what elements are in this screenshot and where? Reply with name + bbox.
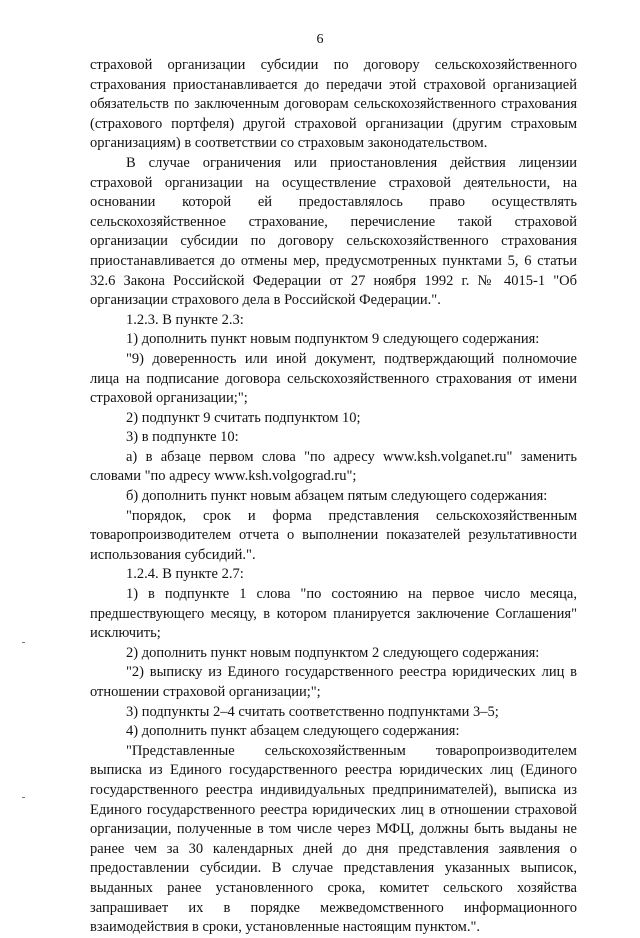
paragraph: б) дополнить пункт новым абзацем пятым следующего содержания:: [126, 488, 548, 505]
paragraph: 3) в подпункте 10:: [126, 429, 239, 446]
page-number: 6: [316, 32, 324, 47]
paragraph: страховой организации субсидии по договору сельскохозяйственного страхования приостанавливается до передачи этой страховой организацией обязательств по заключенным договорам сельскохозяйственного страхования (страхового портфеля) другой страховой организации (другим страховым организациям) в соответствии со страховым законодательством.: [90, 57, 577, 152]
paragraph: "9) доверенность или иной документ, подтверждающий полномочие лица на подписание договора сельскохозяйственного страхования от имени страховой организации;";: [90, 350, 577, 407]
paragraph: 1) в подпункте 1 слова "по состоянию на первое число месяца, предшествующего месяцу, в котором планируется заключение Соглашения" исключить;: [90, 586, 577, 642]
paragraph: "2) выписку из Единого государственного реестра юридических лиц в отношении страховой организации;";: [90, 664, 577, 700]
paragraph: "Представленные сельскохозяйственным товаропроизводителем выписка из Единого государственного реестра юридических лиц (Единого государственного реестра индивидуальных предпринимателей), выписка из Единого государственного реестра юридических лиц в отношении страховой организации, полученные в том числе через МФЦ, должны быть выданы не ранее чем за 30 календарных дней до дня представления заявления о предоставлении субсидии. В случае представления указанных выписок, выданных ранее установленного срока, комитет сельского хозяйства запрашивает их в порядке межведомственного информационного взаимодействия в сроки, установленные настоящим пунктом.".: [90, 742, 577, 936]
paragraph: 1.2.4. В пункте 2.7:: [126, 566, 244, 583]
paragraph: "порядок, срок и форма представления сельскохозяйственным товаропроизводителем отчета о выполнении показателей результативности использования субсидий.".: [90, 507, 577, 563]
paragraph: 4) дополнить пункт абзацем следующего содержания:: [126, 723, 460, 740]
paragraph: 1) дополнить пункт новым подпунктом 9 следующего содержания:: [126, 331, 540, 348]
paragraph: 3) подпункты 2–4 считать соответственно подпунктами 3–5;: [126, 703, 499, 720]
scan-margin-mark: [22, 642, 25, 643]
paragraph: 2) дополнить пункт новым подпунктом 2 следующего содержания:: [126, 644, 540, 661]
paragraph: а) в абзаце первом слова "по адресу www.ksh.volganet.ru" заменить словами "по адресу www.ksh.volgograd.ru";: [90, 448, 577, 485]
paragraph: 1.2.3. В пункте 2.3:: [126, 311, 244, 328]
scan-margin-mark: [22, 797, 25, 798]
paragraph: В случае ограничения или приостановления действия лицензии страховой организации на осуществление страховой деятельности, на основании которой ей предоставлялось право осуществлять сельскохозяйственное страхование, перечисление такой страховой организации субсидии по договору сельскохозяйственного страхования приостанавливается до отмены мер, предусмотренных пунктами 5, 6 статьи 32.6 Закона Российской Федерации от 27 ноября 1992 г. № 4015-1 "Об организации страхового дела в Российской Федерации.".: [90, 154, 577, 309]
paragraph: 2) подпункт 9 считать подпунктом 10;: [126, 409, 361, 426]
document-body: [90, 56, 577, 938]
